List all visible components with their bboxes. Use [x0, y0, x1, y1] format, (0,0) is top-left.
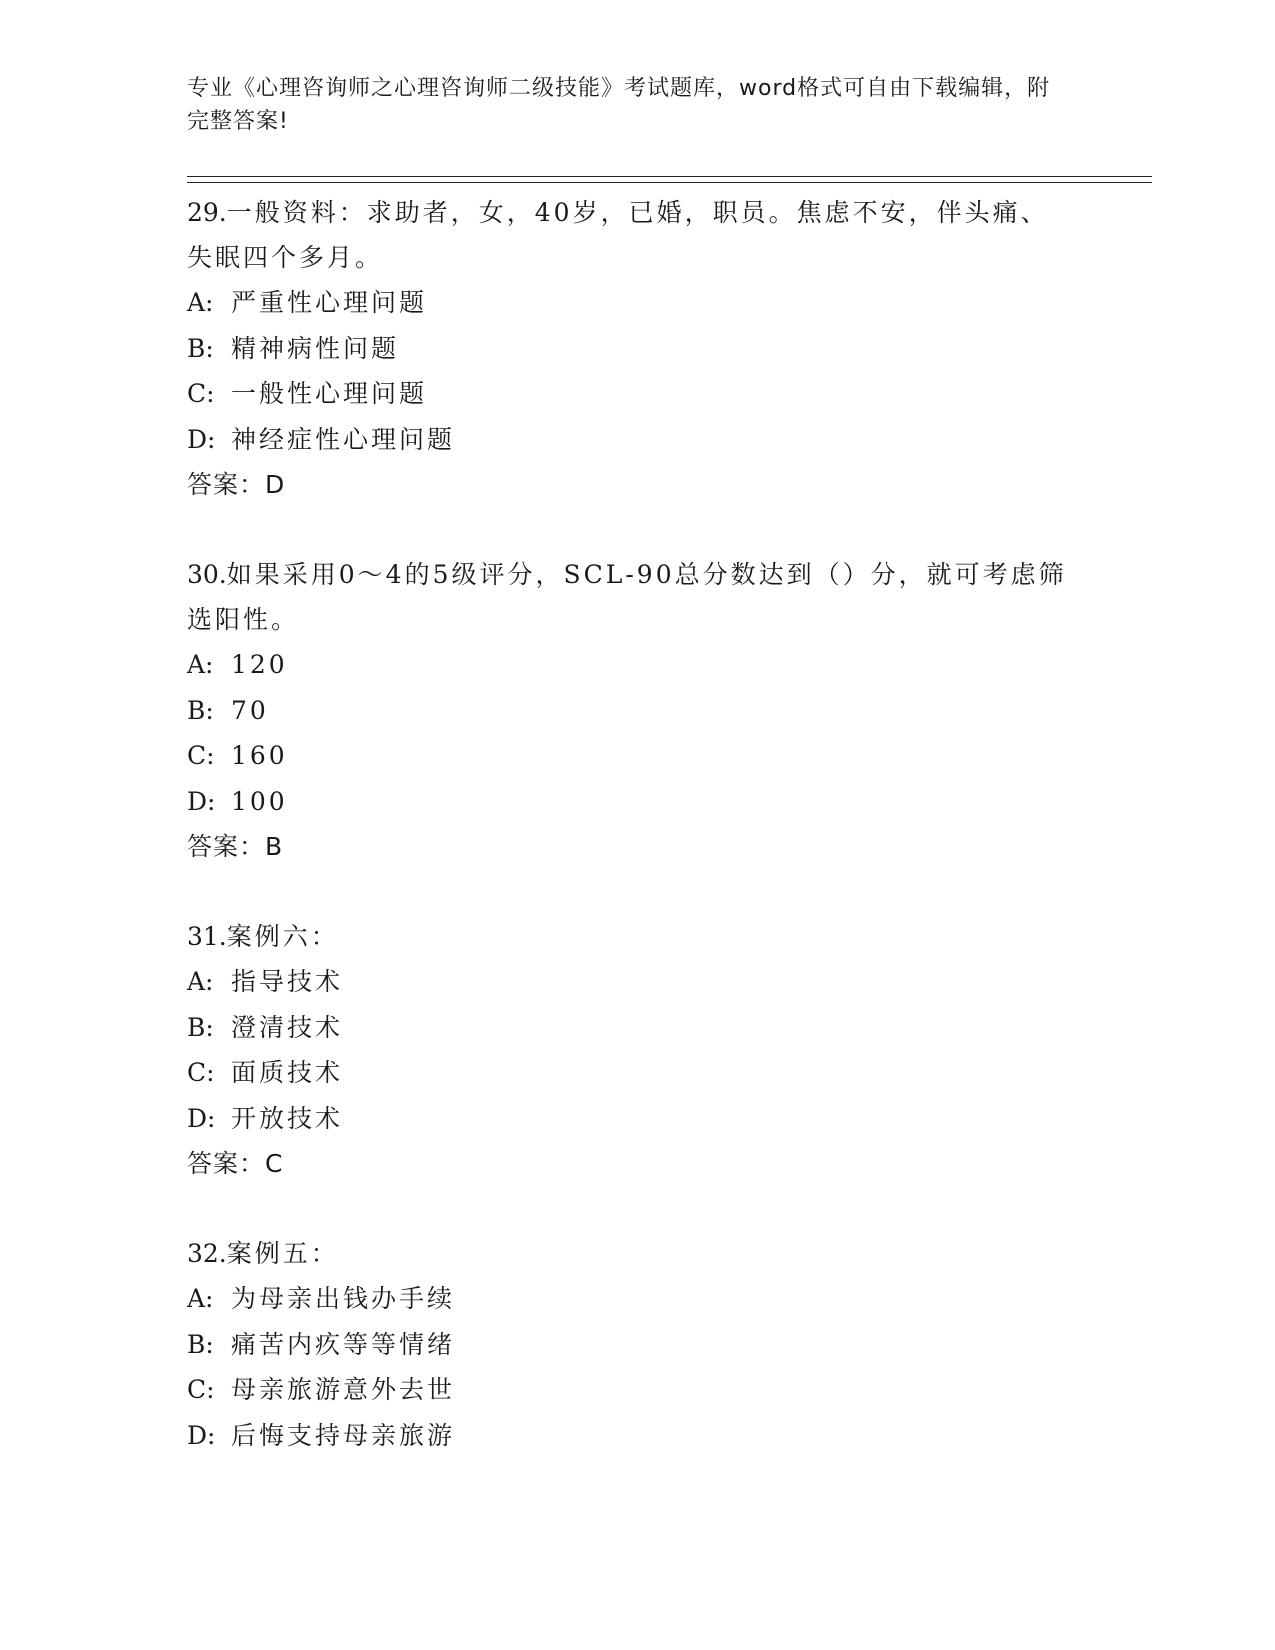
- option-letter: C:: [187, 741, 215, 770]
- answer: 答案：B: [187, 832, 284, 861]
- option-d: [187, 1413, 1067, 1459]
- option-text: 70: [231, 695, 269, 725]
- question-29: [187, 190, 1067, 507]
- option-letter: D:: [187, 1420, 216, 1450]
- option-c: [187, 1050, 1067, 1096]
- option-letter: D:: [187, 424, 216, 454]
- option-letter: B:: [187, 695, 214, 725]
- option-letter: B:: [187, 333, 214, 363]
- option-text: 澄清技术: [231, 1012, 344, 1042]
- question-stem: [187, 914, 1067, 959]
- question-text: 如果采用0～4的5级评分，SCL-90总分数达到（）分，就可考虑筛选阳性。: [187, 560, 1067, 634]
- option-text: 痛苦内疚等等情绪: [231, 1329, 456, 1359]
- option-c: [187, 1367, 1067, 1413]
- option-c: [187, 371, 1067, 417]
- option-letter: B:: [187, 1329, 214, 1359]
- option-b: [187, 688, 1067, 734]
- question-text: 一般资料：求助者，女，40岁，已婚，职员。焦虑不安，伴头痛、失眠四个多月。: [187, 198, 1049, 272]
- header-rule-top: [187, 176, 1152, 177]
- question-30: [187, 552, 1067, 869]
- question-stem: [187, 552, 1067, 642]
- document-header: 专业《心理咨询师之心理咨询师二级技能》考试题库，word格式可自由下载编辑，附完整答案!: [187, 76, 1051, 134]
- option-text: 严重性心理问题: [231, 288, 428, 317]
- question-list: [187, 190, 1067, 1503]
- option-text: 160: [231, 741, 288, 770]
- question-text: 案例五：: [226, 1239, 339, 1268]
- question-32: [187, 1231, 1067, 1458]
- question-text: 案例六：: [226, 922, 339, 951]
- option-letter: A:: [187, 288, 214, 317]
- answer: 答案：C: [187, 1149, 284, 1178]
- question-stem: [187, 1231, 1067, 1276]
- option-b: [187, 1322, 1067, 1368]
- option-text: 指导技术: [231, 967, 344, 996]
- option-a: [187, 642, 1067, 688]
- option-text: 120: [231, 650, 288, 679]
- option-d: [187, 779, 1067, 825]
- option-letter: A:: [187, 967, 214, 996]
- option-a: [187, 280, 1067, 326]
- option-d: [187, 417, 1067, 463]
- question-number: 30.: [187, 560, 227, 589]
- option-letter: D:: [187, 786, 216, 816]
- option-text: 开放技术: [231, 1103, 344, 1133]
- option-text: 后悔支持母亲旅游: [231, 1420, 456, 1450]
- option-text: 面质技术: [231, 1058, 344, 1087]
- answer: 答案：D: [187, 470, 286, 499]
- option-a: [187, 959, 1067, 1005]
- option-a: [187, 1276, 1067, 1322]
- question-stem: [187, 190, 1067, 280]
- option-letter: A:: [187, 1284, 214, 1313]
- option-b: [187, 1005, 1067, 1051]
- question-number: 31.: [187, 922, 227, 951]
- option-letter: C:: [187, 1058, 215, 1087]
- header-rule-bottom: [187, 182, 1152, 183]
- option-text: 一般性心理问题: [231, 379, 428, 408]
- option-text: 精神病性问题: [231, 333, 400, 363]
- option-letter: B:: [187, 1012, 214, 1042]
- question-number: 32.: [187, 1239, 227, 1268]
- option-letter: A:: [187, 650, 214, 679]
- option-letter: C:: [187, 1375, 215, 1404]
- option-letter: C:: [187, 379, 215, 408]
- option-d: [187, 1096, 1067, 1142]
- option-c: [187, 733, 1067, 779]
- option-text: 100: [231, 786, 288, 816]
- question-number: 29.: [187, 198, 227, 227]
- question-31: [187, 914, 1067, 1186]
- option-letter: D:: [187, 1103, 216, 1133]
- option-text: 神经症性心理问题: [231, 424, 456, 454]
- option-text: 为母亲出钱办手续: [231, 1284, 456, 1313]
- option-b: [187, 326, 1067, 372]
- option-text: 母亲旅游意外去世: [231, 1375, 456, 1404]
